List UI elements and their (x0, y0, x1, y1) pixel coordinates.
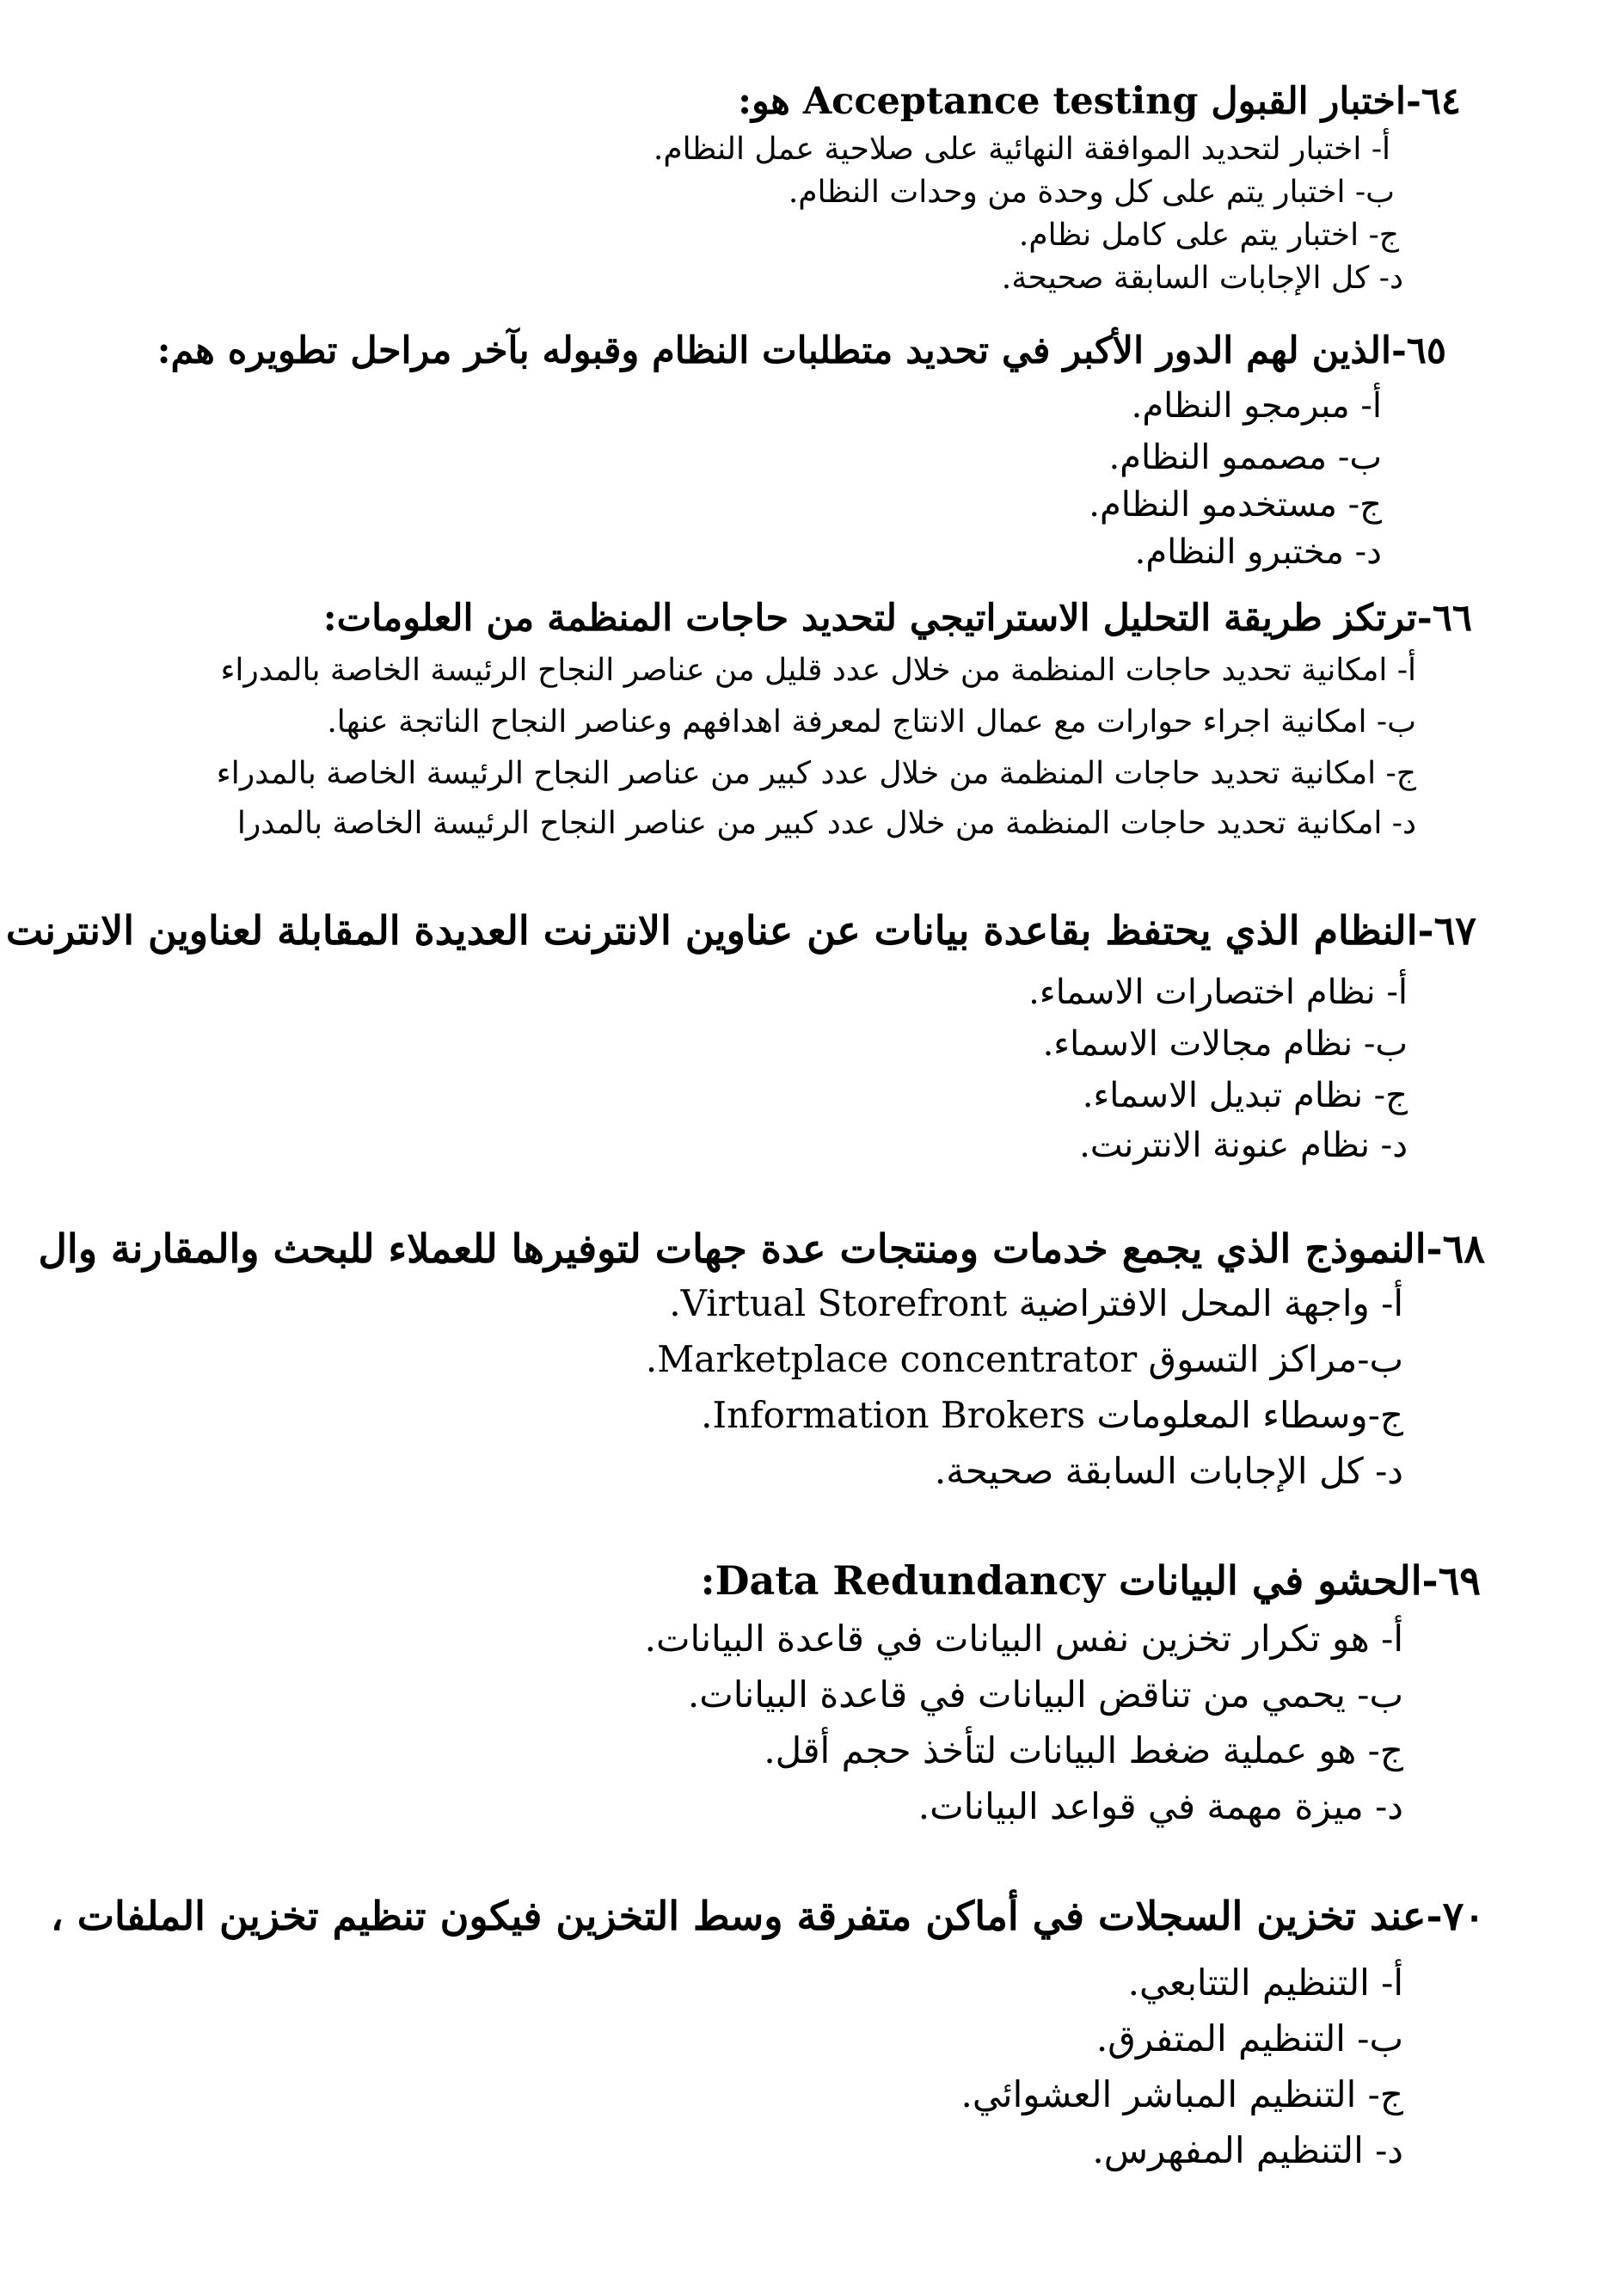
question-70-option-a: أ- التنظيم التتابعي. (1127, 1961, 1403, 2004)
question-67-stem: ٦٧-النظام الذي يحتفظ بقاعدة بيانات عن عناوين الانترنت العديدة المقابلة لعناوين الانترنت (5, 907, 1476, 954)
question-66-option-c: ج- امكانية تحديد حاجات المنظمة من خلال عدد كبير من عناصر النجاح الرئيسة الخاصة بالمدراء (216, 756, 1416, 791)
question-68-option-d: د- كل الإجابات السابقة صحيحة. (934, 1450, 1403, 1492)
question-69-stem: ٦٩-الحشو في البيانات Data Redundancy: (700, 1557, 1481, 1604)
question-64-stem: ٦٤-اختبار القبول Acceptance testing هو: (738, 80, 1461, 123)
question-66-option-a: أ- امكانية تحديد حاجات المنظمة من خلال عدد قليل من عناصر النجاح الرئيسة الخاصة بالمدراء (220, 653, 1416, 688)
question-70-option-b: ب- التنظيم المتفرق. (1095, 2017, 1403, 2060)
question-67-option-a: أ- نظام اختصارات الاسماء. (1028, 973, 1408, 1012)
question-64-option-d: د- كل الإجابات السابقة صحيحة. (1001, 261, 1403, 296)
question-67-option-c: ج- نظام تبديل الاسماء. (1082, 1076, 1408, 1115)
question-67-option-d: د- نظام عنونة الانترنت. (1079, 1126, 1408, 1165)
question-70-option-d: د- التنظيم المفهرس. (1092, 2129, 1403, 2171)
question-65-option-c: ج- مستخدمو النظام. (1089, 485, 1382, 525)
question-65-option-b: ب- مصممو النظام. (1108, 438, 1382, 477)
question-65-option-d: د- مختبرو النظام. (1134, 532, 1382, 572)
question-68-stem: ٦٨-النموذج الذي يجمع خدمات ومنتجات عدة جهات لتوفيرها للعملاء للبحث والمقارنة وال (38, 1225, 1485, 1272)
question-68-option-a: أ- واجهة المحل الافتراضية Virtual Storefront. (669, 1282, 1403, 1324)
question-69-option-b: ب- يحمي من تناقض البيانات في قاعدة البيانات. (687, 1673, 1403, 1716)
question-64-option-c: ج- اختبار يتم على كامل نظام. (1018, 218, 1399, 253)
question-66-option-d: د- امكانية تحديد حاجات المنظمة من خلال عدد كبير من عناصر النجاح الرئيسة الخاصة بالمدرا (236, 806, 1416, 841)
question-67-option-b: ب- نظام مجالات الاسماء. (1042, 1024, 1408, 1064)
question-70-stem: ٧٠-عند تخزين السجلات في أماكن متفرقة وسط التخزين فيكون تنظيم تخزين الملفات ، (50, 1893, 1485, 1939)
question-66-stem: ٦٦-ترتكز طريقة التحليل الاستراتيجي لتحديد حاجات المنظمة من العلومات: (322, 597, 1472, 640)
question-68-option-b: ب-مراكز التسوق Marketplace concentrator. (645, 1338, 1403, 1380)
question-65-option-a: أ- مبرمجو النظام. (1131, 386, 1382, 426)
question-64-option-a: أ- اختبار لتحديد الموافقة النهائية على صلاحية عمل النظام. (653, 132, 1390, 167)
question-65-stem: ٦٥-الذين لهم الدور الأكبر في تحديد متطلبات النظام وقبوله بآخر مراحل تطويره هم: (156, 329, 1446, 372)
question-69-option-a: أ- هو تكرار تخزين نفس البيانات في قاعدة البيانات. (644, 1618, 1403, 1660)
question-69-option-d: د- ميزة مهمة في قواعد البيانات. (917, 1785, 1403, 1827)
question-69-option-c: ج- هو عملية ضغط البيانات لتأخذ حجم أقل. (764, 1729, 1403, 1771)
question-68-option-c: ج-وسطاء المعلومات Information Brokers. (701, 1394, 1403, 1436)
question-64-option-b: ب- اختبار يتم على كل وحدة من وحدات النظام. (788, 175, 1395, 210)
question-66-option-b: ب- امكانية اجراء حوارات مع عمال الانتاج لمعرفة اهدافهم وعناصر النجاح الناتجة عنها. (327, 704, 1416, 740)
question-70-option-c: ج- التنظيم المباشر العشوائي. (960, 2073, 1403, 2115)
